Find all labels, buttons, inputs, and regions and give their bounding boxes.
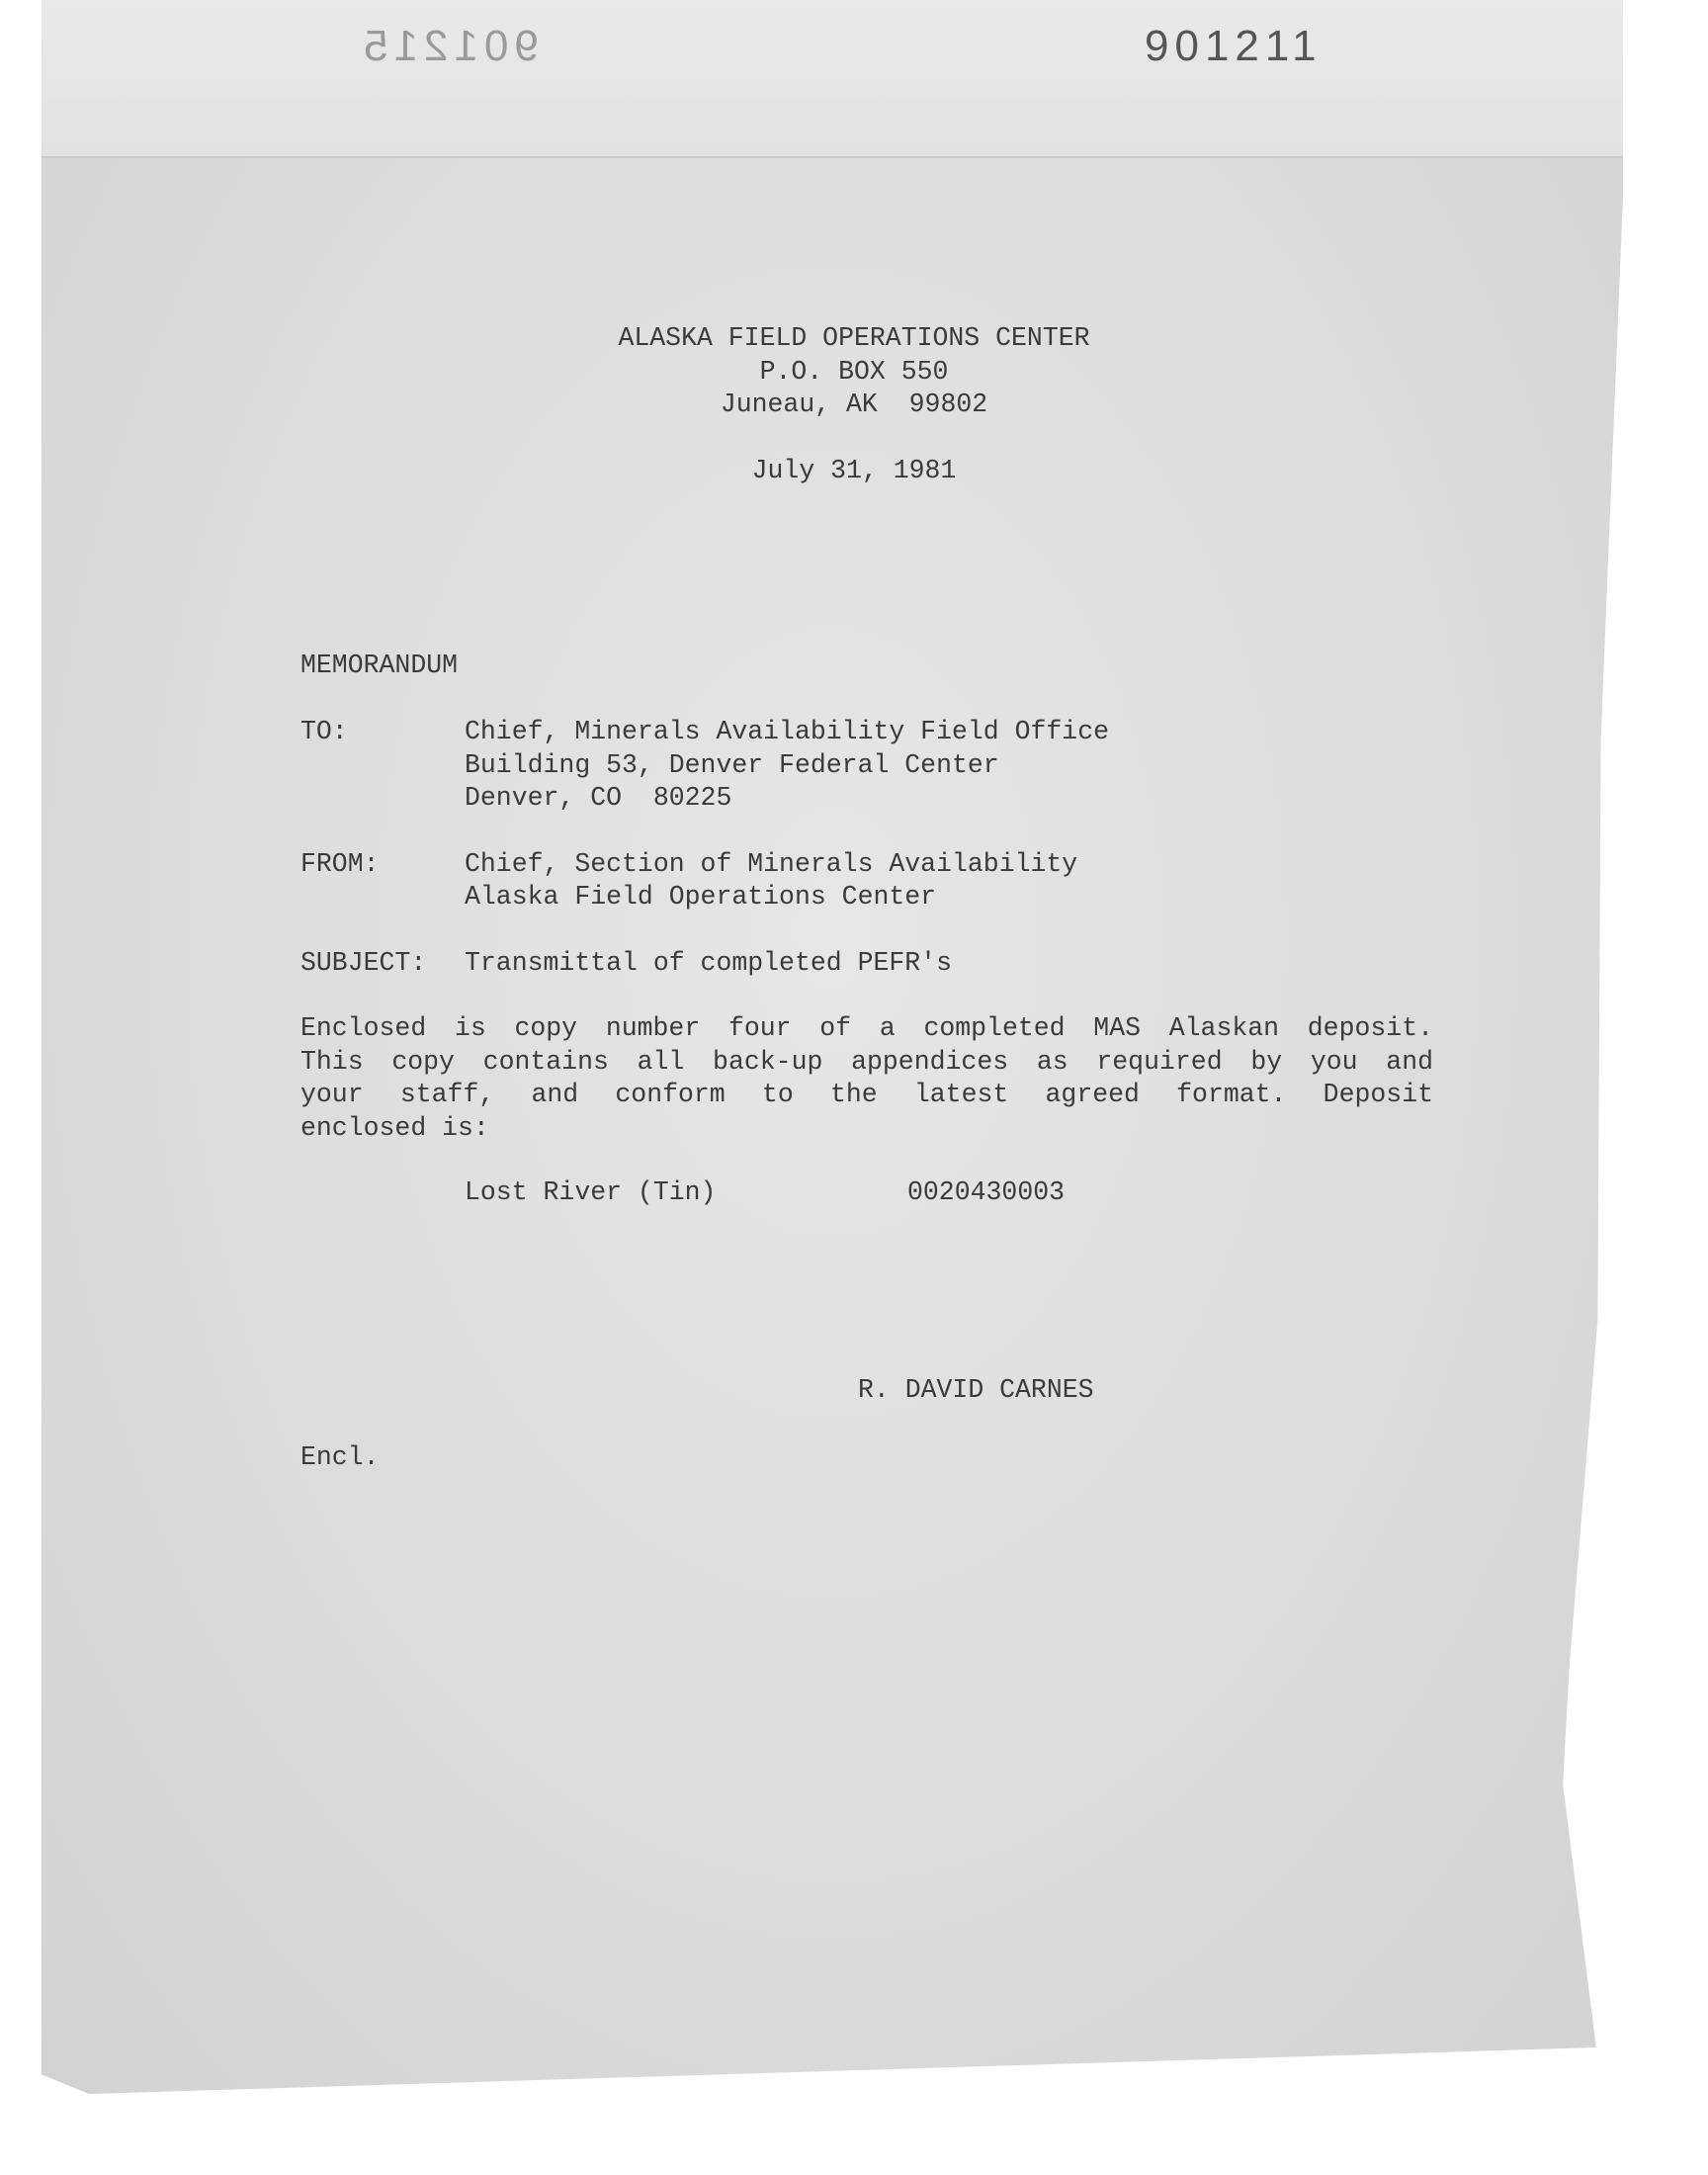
body-line-3: your staff, and conform to the latest agreed format. Deposit xyxy=(300,1080,1433,1109)
body-paragraph xyxy=(300,1012,1433,1145)
signature-name: R. DAVID CARNES xyxy=(858,1375,1094,1405)
from-label: FROM: xyxy=(300,849,380,879)
body-line-2: This copy contains all back-up appendices as required by you and xyxy=(300,1046,1433,1077)
stamp-number: 901211 xyxy=(1145,22,1323,70)
to-label: TO: xyxy=(300,717,348,746)
letterhead-po-box: P.O. BOX 550 xyxy=(759,357,949,387)
top-paper-strip xyxy=(42,0,1623,158)
subject-label: SUBJECT: xyxy=(300,948,427,978)
from-line-1: Chief, Section of Minerals Availability xyxy=(465,849,1078,879)
to-line-1: Chief, Minerals Availability Field Office xyxy=(465,717,1110,746)
letter-date: July 31, 1981 xyxy=(751,456,957,485)
deposit-name: Lost River (Tin) xyxy=(465,1177,717,1207)
body-line-4: enclosed is: xyxy=(300,1112,489,1143)
deposit-number: 0020430003 xyxy=(907,1177,1066,1207)
from-line-2: Alaska Field Operations Center xyxy=(465,882,937,912)
subject-text: Transmittal of completed PEFR's xyxy=(465,948,952,978)
to-line-2: Building 53, Denver Federal Center xyxy=(465,750,999,780)
enclosure-note: Encl. xyxy=(300,1442,380,1472)
letterhead-city-state-zip: Juneau, AK 99802 xyxy=(720,390,988,419)
mirrored-stamp-number: 901215 xyxy=(358,22,539,70)
letterhead-organization: ALASKA FIELD OPERATIONS CENTER xyxy=(618,323,1090,353)
to-line-3: Denver, CO 80225 xyxy=(465,783,732,813)
body-line-1: Enclosed is copy number four of a completed MAS Alaskan deposit. xyxy=(300,1013,1433,1043)
memo-heading: MEMORANDUM xyxy=(300,651,459,680)
